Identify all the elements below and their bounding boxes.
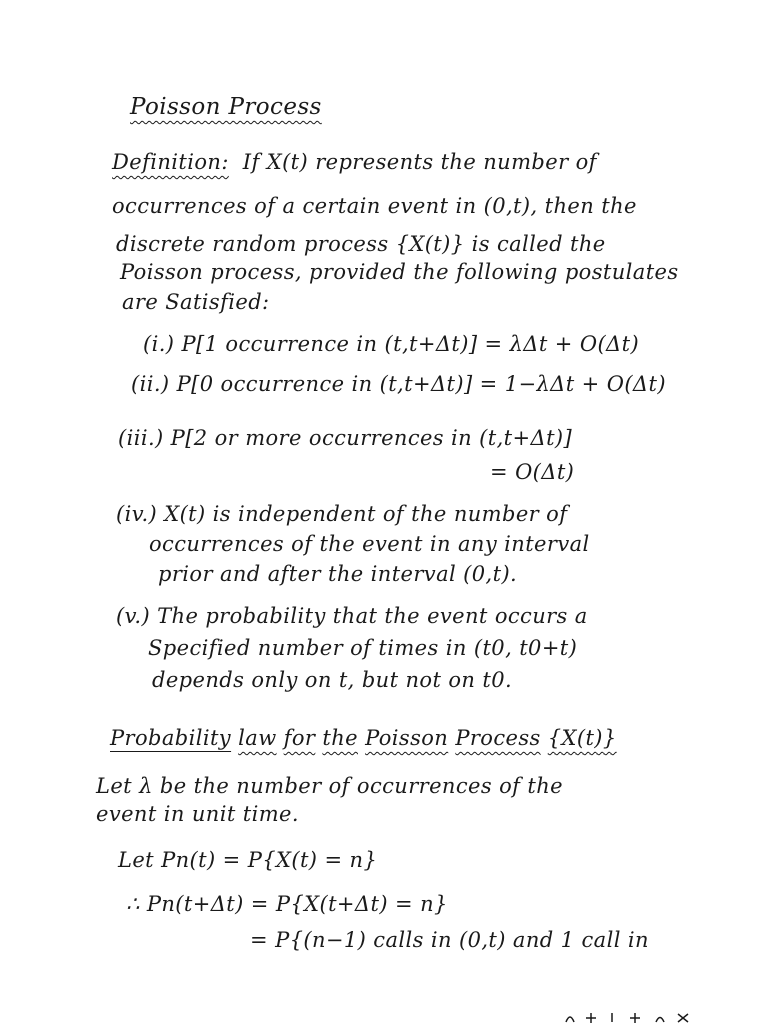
law-heading-word-7: {X(t)} — [547, 726, 617, 750]
postulate-2: (ii.) P[0 occurrence in (t,t+Δt)] = 1−λΔt + O(Δt) — [131, 372, 666, 396]
cut-off-text-fragment — [560, 1010, 700, 1024]
law-heading — [110, 728, 617, 749]
postulate-4-line-2: occurrences of the event in any interval — [149, 532, 590, 556]
definition-line-4: Poisson process, provided the following postulates — [120, 260, 679, 284]
law-heading-word-3: for — [283, 726, 316, 750]
postulate-5-line-3: depends only on t, but not on t0. — [152, 668, 513, 692]
law-heading-word-6: Process — [455, 726, 541, 750]
law-heading-word-4: the — [322, 726, 358, 750]
definition-line-1 — [112, 152, 597, 173]
postulate-3-line-1: (iii.) P[2 or more occurrences in (t,t+Δt)] — [118, 426, 573, 450]
definition-line-5: are Satisfied: — [122, 290, 270, 314]
law-line-3: Let Pn(t) = P{X(t) = n} — [118, 848, 378, 872]
law-heading-word-1: Probability — [110, 726, 232, 750]
definition-line-2: occurrences of a certain event in (0,t), then the — [112, 194, 637, 218]
postulate-1: (i.) P[1 occurrence in (t,t+Δt)] = λΔt + O(Δt) — [143, 332, 640, 356]
law-line-4: ∴ Pn(t+Δt) = P{X(t+Δt) = n} — [126, 892, 448, 916]
postulate-5-line-2: Specified number of times in (t0, t0+t) — [148, 636, 578, 660]
postulate-4-line-3: prior and after the interval (0,t). — [158, 562, 518, 586]
page-title: Poisson Process — [130, 94, 322, 120]
postulate-4-line-1: (iv.) X(t) is independent of the number of — [116, 502, 568, 526]
postulate-5-line-1: (v.) The probability that the event occurs a — [116, 604, 588, 628]
law-line-5: = P{(n−1) calls in (0,t) and 1 call in — [250, 928, 649, 952]
definition-line-3: discrete random process {X(t)} is called the — [116, 232, 606, 256]
law-heading-word-2: law — [238, 726, 277, 750]
law-heading-word-5: Poisson — [365, 726, 449, 750]
definition-text-1: If X(t) represents the number of — [242, 150, 597, 174]
definition-label: Definition: — [112, 150, 229, 174]
postulate-3-line-2: = O(Δt) — [490, 460, 575, 484]
law-line-2: event in unit time. — [96, 802, 299, 826]
law-line-1: Let λ be the number of occurrences of the — [96, 774, 563, 798]
